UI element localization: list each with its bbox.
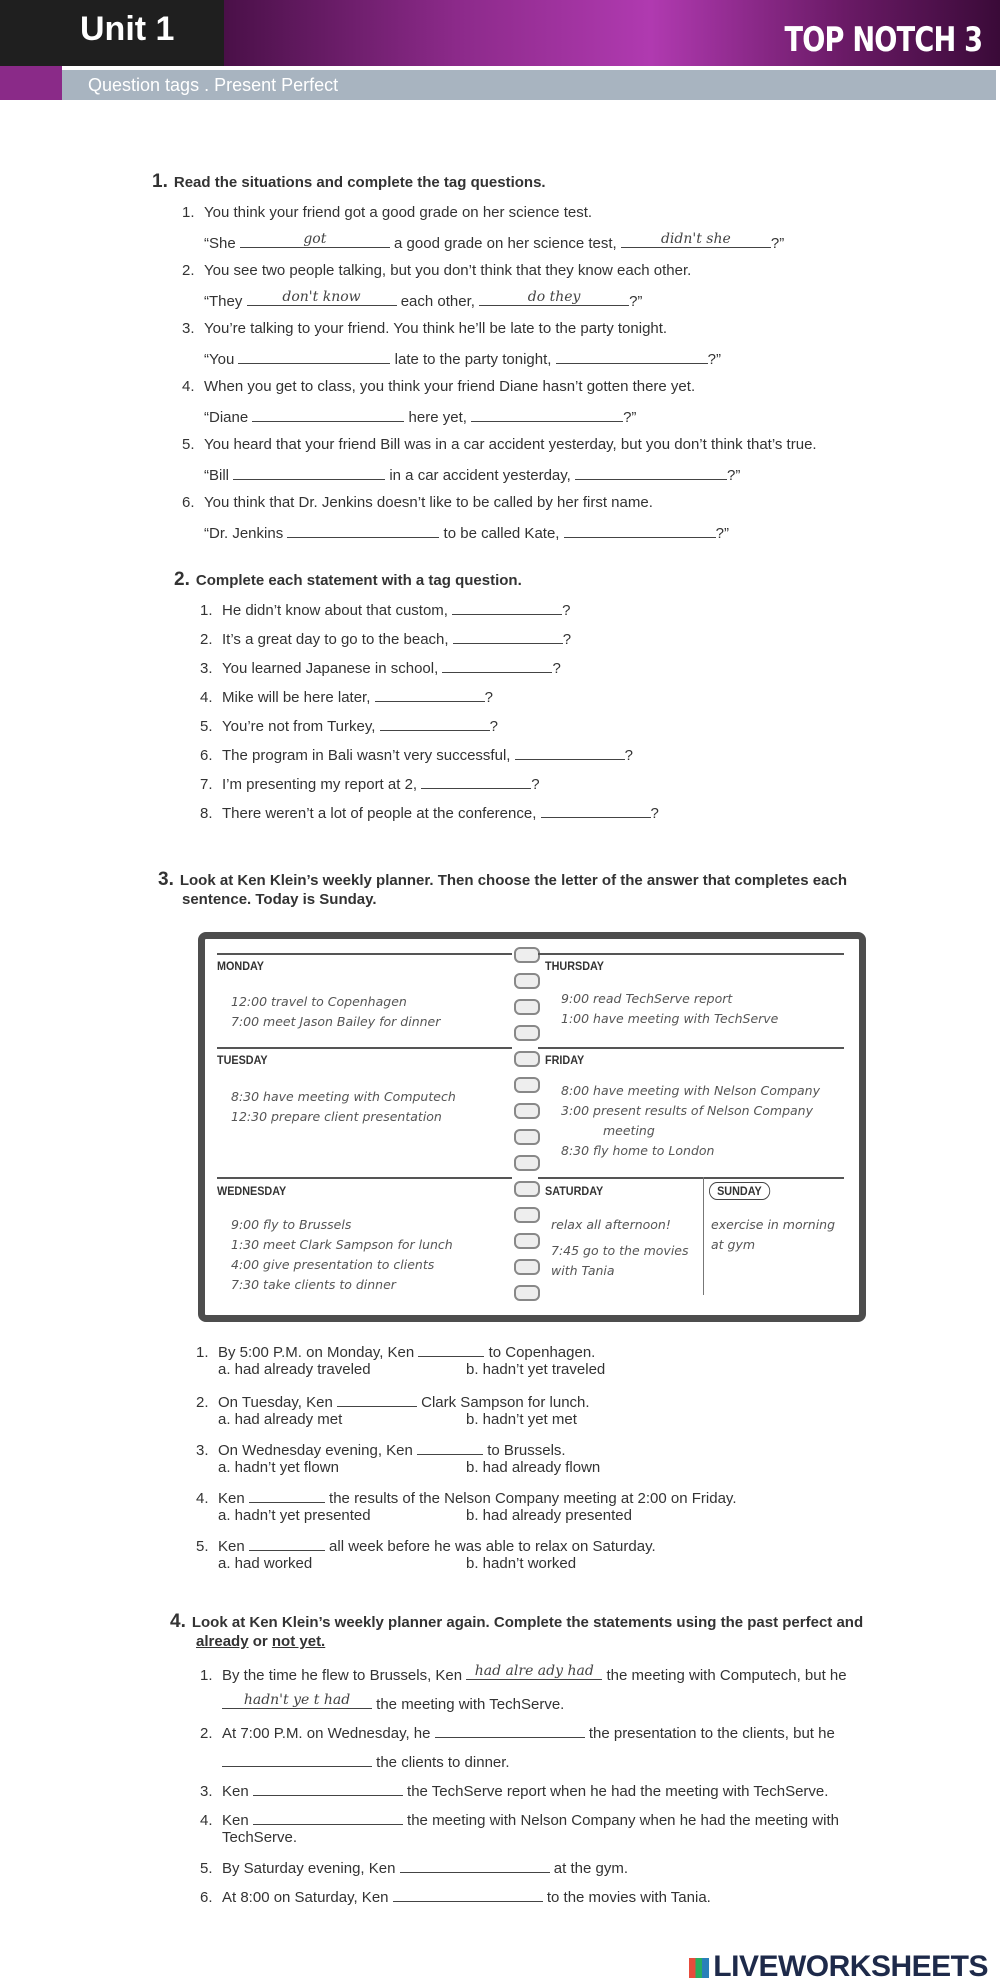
sentence-start: Ken: [218, 1490, 245, 1507]
exercise-4-number: 4.: [170, 1611, 186, 1632]
question-mark: ?: [531, 776, 540, 793]
planner-sunday-label: SUNDAY: [709, 1182, 770, 1200]
choice-b[interactable]: b. had already presented: [466, 1507, 632, 1524]
ex4-item-5: [200, 1858, 628, 1877]
item-number: 2.: [182, 262, 195, 279]
planner-saturday-label: SATURDAY: [545, 1184, 604, 1198]
answer-blank[interactable]: [249, 1488, 325, 1503]
ex1-item-2-situation: [182, 262, 691, 279]
logo-icon: [689, 1958, 709, 1978]
ex3-question: [196, 1440, 566, 1459]
brand-title: TOP NOTCH 3: [784, 20, 982, 60]
exercise-1-title: [152, 172, 872, 192]
tag-blank[interactable]: [471, 407, 623, 422]
planner-entry: 3:00 present results of Nelson Company: [561, 1103, 813, 1118]
planner-entry: meeting: [603, 1123, 655, 1138]
question-middle: to be called Kate,: [443, 525, 560, 542]
handwritten-tag: didn't she: [660, 231, 731, 247]
item-number: 6.: [200, 747, 213, 764]
ex2-item: [200, 803, 659, 822]
answer-blank[interactable]: [435, 1723, 585, 1738]
planner-entry: 8:00 have meeting with Nelson Company: [561, 1083, 820, 1098]
tag-blank[interactable]: [479, 291, 629, 306]
sentence-end: at the gym.: [553, 1860, 628, 1877]
logo-text: LIVEWORKSHEETS: [713, 1950, 988, 1983]
exercise-4-instruction-line-1: Look at Ken Klein’s weekly planner again. Complete the statements using the past perfect and: [191, 1614, 864, 1631]
choice-a[interactable]: a. had already traveled: [218, 1361, 371, 1378]
page-header: [0, 0, 1000, 66]
spiral-ring: [514, 1077, 540, 1093]
tag-blank[interactable]: [564, 523, 716, 538]
planner-entry: 7:45 go to the movies: [551, 1243, 689, 1258]
sentence-start: At 8:00 on Saturday, Ken: [222, 1889, 389, 1906]
item-number: 2.: [196, 1394, 209, 1411]
planner-entry: at gym: [711, 1237, 756, 1252]
planner-spiral: [512, 939, 538, 1315]
question-middle: in a car accident yesterday,: [389, 467, 571, 484]
spiral-ring: [514, 1155, 540, 1171]
ex2-item: [200, 774, 540, 793]
divider: [538, 1177, 844, 1179]
statement-text: You’re not from Turkey,: [222, 718, 376, 735]
ex1-item-1-question: [204, 233, 784, 252]
ex1-item-5-question: [204, 465, 740, 484]
ex1-item-6-question: [204, 523, 729, 542]
item-number: 7.: [200, 776, 213, 793]
planner-friday-label: FRIDAY: [545, 1053, 585, 1067]
tag-blank[interactable]: [515, 745, 625, 760]
choice-b[interactable]: b. hadn’t yet traveled: [466, 1361, 606, 1378]
answer-blank[interactable]: [253, 1810, 403, 1825]
sentence-end: the clients to dinner.: [376, 1754, 510, 1771]
planner-entry: 12:30 prepare client presentation: [231, 1109, 442, 1124]
ex4-item-1-cont: [222, 1694, 564, 1713]
ex1-item-6-situation: [182, 494, 653, 511]
item-number: 5.: [182, 436, 195, 453]
situation-text: You see two people talking, but you don’t think that they know each other.: [204, 262, 692, 279]
question-end: ?”: [715, 525, 729, 542]
sentence-end: the meeting with TechServe.: [376, 1696, 565, 1713]
question-middle: each other,: [400, 293, 475, 310]
question-mark: ?: [650, 805, 659, 822]
sentence-start: By Saturday evening, Ken: [222, 1860, 396, 1877]
ex3-question: [196, 1536, 656, 1555]
ex4-item-2-cont: [222, 1752, 510, 1771]
sentence-start: Ken: [218, 1538, 245, 1555]
exercise-3-instruction-line-2: sentence. Today is Sunday.: [182, 891, 377, 908]
tag-blank[interactable]: [575, 465, 727, 480]
exercise-3: [158, 870, 918, 920]
exercise-3-title: [158, 870, 918, 890]
exercise-1-instruction: Read the situations and complete the tag questions.: [173, 174, 546, 191]
topics-bar: [62, 70, 996, 100]
item-number: 4.: [200, 689, 213, 706]
statement-text: He didn’t know about that custom,: [222, 602, 448, 619]
divider: [538, 953, 844, 955]
ex3-question: [196, 1488, 737, 1507]
item-number: 4.: [200, 1812, 213, 1829]
answer-blank[interactable]: [287, 523, 439, 538]
planner-entry: with Tania: [551, 1263, 615, 1278]
divider: [538, 1047, 844, 1049]
planner-entry: 7:00 meet Jason Bailey for dinner: [231, 1014, 441, 1029]
ex1-item-2-question: [204, 291, 642, 310]
question-end: ?”: [727, 467, 741, 484]
question-mark: ?: [624, 747, 633, 764]
situation-text: You heard that your friend Bill was in a car accident yesterday, but you don’t think that’s true.: [204, 436, 817, 453]
statement-text: Mike will be here later,: [222, 689, 371, 706]
planner-entry: exercise in morning: [711, 1217, 836, 1232]
tag-blank[interactable]: [453, 629, 563, 644]
item-number: 4.: [182, 378, 195, 395]
ex3-question: [196, 1392, 590, 1411]
sentence-middle: the meeting with Nelson Company when he had the meeting with: [407, 1812, 839, 1829]
statement-text: I’m presenting my report at 2,: [222, 776, 418, 793]
ex3-question: [196, 1342, 595, 1361]
sentence-start: Ken: [222, 1783, 249, 1800]
answer-blank[interactable]: [252, 407, 404, 422]
sentence-end: to Brussels.: [487, 1442, 566, 1459]
choice-a[interactable]: a. hadn’t yet presented: [218, 1507, 371, 1524]
exercise-4-instruction-line-2: [170, 1632, 930, 1651]
ex2-item: [200, 629, 571, 648]
spiral-ring: [514, 1129, 540, 1145]
sentence-start: On Wednesday evening, Ken: [218, 1442, 413, 1459]
exercise-4: [170, 1612, 930, 1912]
sentence-middle: the presentation to the clients, but he: [588, 1725, 835, 1742]
choice-b[interactable]: b. had already flown: [466, 1459, 601, 1476]
tag-blank[interactable]: [442, 658, 552, 673]
question-middle: here yet,: [408, 409, 467, 426]
answer-blank[interactable]: [233, 465, 385, 480]
spiral-ring: [514, 947, 540, 963]
ex1-item-3-situation: [182, 320, 667, 337]
question-start: “You: [204, 351, 235, 368]
question-middle: a good grade on her science test,: [394, 235, 617, 252]
sentence-start: Ken: [222, 1812, 249, 1829]
ex4-item-1: [200, 1665, 847, 1684]
ex4-item-2: [200, 1723, 835, 1742]
divider: [703, 1177, 704, 1295]
spiral-ring: [514, 1051, 540, 1067]
situation-text: You think your friend got a good grade on her science test.: [204, 204, 593, 221]
weekly-planner: [198, 932, 866, 1322]
planner-entry: 1:00 have meeting with TechServe: [561, 1011, 779, 1026]
ex2-item: [200, 745, 633, 764]
exercise-4-title: [170, 1612, 930, 1632]
statement-text: The program in Bali wasn’t very successful,: [222, 747, 511, 764]
ex4-item-4-cont: TechServe.: [222, 1829, 298, 1846]
item-number: 2.: [200, 631, 213, 648]
planner-thursday-label: THURSDAY: [545, 959, 605, 973]
planner-entry: relax all afternoon!: [551, 1217, 671, 1232]
planner-entry: 8:30 have meeting with Computech: [231, 1089, 456, 1104]
spiral-ring: [514, 1025, 540, 1041]
exercise-2: [174, 570, 734, 830]
exercise-2-number: 2.: [174, 569, 190, 590]
item-number: 3.: [200, 1783, 213, 1800]
question-middle: late to the party tonight,: [394, 351, 552, 368]
item-number: 8.: [200, 805, 213, 822]
planner-wednesday-label: WEDNESDAY: [217, 1184, 287, 1198]
handwritten-answer: don't know: [282, 289, 361, 305]
spiral-ring: [514, 973, 540, 989]
spiral-ring: [514, 1103, 540, 1119]
choice-a[interactable]: a. had already met: [218, 1411, 343, 1428]
sentence-end: the results of the Nelson Company meeting at 2:00 on Friday.: [329, 1490, 737, 1507]
divider: [217, 953, 512, 955]
item-number: 4.: [196, 1490, 209, 1507]
answer-blank[interactable]: [253, 1781, 403, 1796]
tag-blank[interactable]: [556, 349, 708, 364]
header-accent: [0, 66, 62, 100]
sentence-middle: the meeting with Computech, but he: [606, 1667, 847, 1684]
sentence-end: the TechServe report when he had the meeting with TechServe.: [407, 1783, 829, 1800]
statement-text: You learned Japanese in school,: [222, 660, 439, 677]
choice-b[interactable]: b. hadn’t worked: [466, 1555, 577, 1572]
answer-blank[interactable]: [238, 349, 390, 364]
spiral-ring: [514, 1233, 540, 1249]
item-number: 2.: [200, 1725, 213, 1742]
handwritten-tag: do they: [527, 289, 581, 305]
planner-entry: 9:00 fly to Brussels: [231, 1217, 352, 1232]
keyword-or: or: [252, 1633, 268, 1650]
item-number: 1.: [200, 1667, 213, 1684]
sentence-start: At 7:00 P.M. on Wednesday, he: [222, 1725, 431, 1742]
sentence-start: On Tuesday, Ken: [218, 1394, 333, 1411]
exercise-1-number: 1.: [152, 171, 168, 192]
sentence-end: all week before he was able to relax on Saturday.: [329, 1538, 656, 1555]
exercise-2-instruction: Complete each statement with a tag question.: [195, 572, 522, 589]
sentence-start: By 5:00 P.M. on Monday, Ken: [218, 1344, 415, 1361]
ex1-item-1-situation: [182, 204, 592, 221]
item-number: 5.: [200, 1860, 213, 1877]
ex2-item: [200, 716, 498, 735]
question-mark: ?: [562, 602, 571, 619]
ex4-item-3: [200, 1781, 828, 1800]
situation-text: When you get to class, you think your friend Diane hasn’t gotten there yet.: [204, 378, 696, 395]
ex1-item-3-question: [204, 349, 721, 368]
question-start: “Bill: [204, 467, 229, 484]
ex4-item-4: [200, 1810, 839, 1829]
liveworksheets-logo: [689, 1950, 988, 1984]
planner-entry: 8:30 fly home to London: [561, 1143, 715, 1158]
planner-tuesday-label: TUESDAY: [217, 1053, 268, 1067]
unit-title: Unit 1: [80, 10, 175, 48]
statement-text: There weren’t a lot of people at the conference,: [222, 805, 537, 822]
answer-blank[interactable]: [249, 1536, 325, 1551]
question-mark: ?: [552, 660, 561, 677]
answer-blank[interactable]: [418, 1342, 484, 1357]
handwritten-answer: hadn't ye t had: [243, 1692, 351, 1708]
tag-blank[interactable]: [621, 233, 771, 248]
item-number: 3.: [182, 320, 195, 337]
question-end: ?”: [629, 293, 643, 310]
spiral-ring: [514, 999, 540, 1015]
item-number: 6.: [200, 1889, 213, 1906]
spiral-ring: [514, 1259, 540, 1275]
item-number: 3.: [196, 1442, 209, 1459]
choice-a[interactable]: a. hadn’t yet flown: [218, 1459, 339, 1476]
item-number: 1.: [196, 1344, 209, 1361]
divider: [217, 1177, 512, 1179]
item-number: 3.: [200, 660, 213, 677]
topics-text: Question tags . Present Perfect: [88, 75, 339, 95]
statement-text: It’s a great day to go to the beach,: [222, 631, 449, 648]
exercise-3-questions: [196, 1342, 896, 1582]
ex2-item: [200, 687, 493, 706]
item-number: 1.: [200, 602, 213, 619]
situation-text: You’re talking to your friend. You think he’ll be late to the party tonight.: [204, 320, 668, 337]
question-end: ?”: [707, 351, 721, 368]
answer-blank[interactable]: [240, 233, 390, 248]
tag-blank[interactable]: [421, 774, 531, 789]
sentence-end: to Copenhagen.: [488, 1344, 596, 1361]
sentence-end: Clark Sampson for lunch.: [421, 1394, 590, 1411]
question-start: “Diane: [204, 409, 249, 426]
question-start: “She: [204, 235, 236, 252]
brand-bar: [224, 0, 1000, 66]
answer-blank[interactable]: [337, 1392, 417, 1407]
keyword-already: already: [196, 1633, 249, 1650]
ex1-item-4-situation: [182, 378, 695, 395]
unit-box: [0, 0, 224, 66]
planner-entry: 7:30 take clients to dinner: [231, 1277, 396, 1292]
answer-blank[interactable]: [466, 1665, 602, 1680]
item-number: 6.: [182, 494, 195, 511]
question-end: ?”: [770, 235, 785, 252]
exercise-2-title: [174, 570, 734, 590]
question-end: ?”: [623, 409, 637, 426]
ex1-item-4-question: [204, 407, 636, 426]
ex2-item: [200, 658, 561, 677]
spiral-ring: [514, 1285, 540, 1301]
planner-entry: 12:00 travel to Copenhagen: [231, 994, 407, 1009]
question-mark: ?: [562, 631, 572, 648]
handwritten-answer: got: [303, 231, 327, 247]
planner-entry: 1:30 meet Clark Sampson for lunch: [231, 1237, 453, 1252]
spiral-ring: [514, 1181, 540, 1197]
planner-entry: 9:00 read TechServe report: [561, 991, 733, 1006]
answer-blank[interactable]: [393, 1887, 543, 1902]
item-number: 1.: [182, 204, 195, 221]
sentence-start: By the time he flew to Brussels, Ken: [222, 1667, 463, 1684]
divider: [217, 1047, 512, 1049]
choice-a[interactable]: a. had worked: [218, 1555, 313, 1572]
ex1-item-5-situation: [182, 436, 817, 453]
question-start: “They: [204, 293, 243, 310]
question-start: “Dr. Jenkins: [204, 525, 284, 542]
answer-blank[interactable]: [222, 1752, 372, 1767]
ex2-item: [200, 600, 570, 619]
keyword-not-yet: not yet.: [271, 1633, 326, 1650]
exercise-3-instruction-line-1: Look at Ken Klein’s weekly planner. Then choose the letter of the answer that completes each: [179, 872, 847, 889]
answer-blank[interactable]: [222, 1694, 372, 1709]
tag-blank[interactable]: [541, 803, 651, 818]
exercise-1: [152, 172, 872, 552]
exercise-3-number: 3.: [158, 869, 174, 890]
question-mark: ?: [484, 689, 493, 706]
planner-monday-label: MONDAY: [217, 959, 265, 973]
tag-blank[interactable]: [375, 687, 485, 702]
ex4-item-6: [200, 1887, 711, 1906]
situation-text: You think that Dr. Jenkins doesn’t like to be called by her first name.: [204, 494, 653, 511]
choice-b[interactable]: b. hadn’t yet met: [466, 1411, 577, 1428]
sentence-end: to the movies with Tania.: [546, 1889, 711, 1906]
item-number: 5.: [200, 718, 213, 735]
answer-blank[interactable]: [417, 1440, 483, 1455]
planner-entry: 4:00 give presentation to clients: [231, 1257, 435, 1272]
handwritten-answer: had alre ady had: [474, 1663, 594, 1679]
spiral-ring: [514, 1207, 540, 1223]
question-mark: ?: [489, 718, 498, 735]
answer-blank[interactable]: [247, 291, 397, 306]
tag-blank[interactable]: [452, 600, 562, 615]
item-number: 5.: [196, 1538, 209, 1555]
tag-blank[interactable]: [380, 716, 490, 731]
answer-blank[interactable]: [400, 1858, 550, 1873]
